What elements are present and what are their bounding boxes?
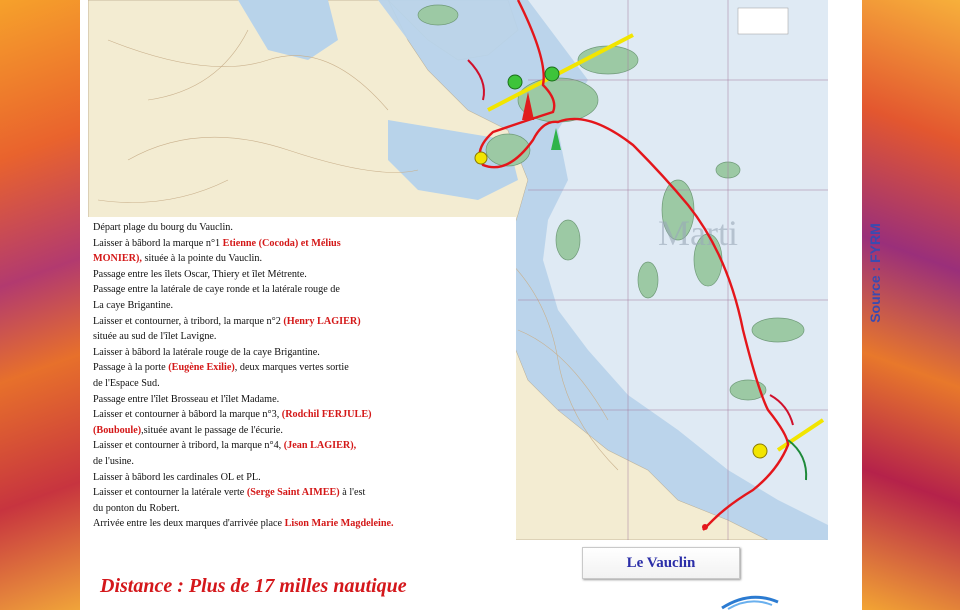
green-buoy-1 <box>508 75 522 89</box>
description-segment: Arrivée entre les deux marques d'arrivée place <box>93 518 285 530</box>
highlighted-name: (Serge Saint AIMEE) <box>246 487 340 499</box>
description-line <box>93 267 533 283</box>
highlighted-name: Etienne (Cocoda) et Mélius <box>222 237 341 249</box>
description-line <box>93 360 533 376</box>
chart-watermark: Marti <box>658 213 738 253</box>
organization-logo <box>720 592 780 610</box>
description-line <box>93 392 533 408</box>
highlighted-name: MONIER), <box>93 253 142 265</box>
description-segment: ,située avant le passage de l'écurie. <box>141 424 283 436</box>
highlighted-name: (Eugène Exilie) <box>168 362 235 374</box>
description-segment: Passage à la porte <box>93 362 169 374</box>
description-line <box>93 251 533 267</box>
description-segment: Laisser et contourner à tribord, la marque n°4, <box>93 440 284 452</box>
description-segment: Laisser et contourner, à tribord, la marque n°2 <box>93 315 284 327</box>
finish-point <box>702 524 708 530</box>
source-credit <box>862 205 888 340</box>
description-segment: Laisser à bâbord la latérale rouge de la caye Brigantine. <box>93 346 320 358</box>
description-line <box>93 298 533 314</box>
yellow-mark-finish <box>753 444 767 458</box>
description-segment: Laisser à bâbord la marque n°1 <box>93 237 223 249</box>
description-line <box>93 516 533 532</box>
description-line <box>93 485 533 501</box>
highlighted-name: (Rodchil FERJULE) <box>281 409 372 421</box>
source-label: Source : FYRM <box>867 222 883 323</box>
description-segment: Laisser à bâbord les cardinales OL et PL. <box>93 471 261 483</box>
description-line <box>93 236 533 252</box>
description-line <box>93 423 533 439</box>
description-segment: du ponton du Robert. <box>93 502 180 514</box>
description-line <box>93 314 533 330</box>
description-segment: de l'usine. <box>93 455 134 467</box>
yellow-mark-2 <box>475 152 487 164</box>
highlighted-name: (Jean LAGIER), <box>283 440 357 452</box>
decorative-background-left <box>0 0 80 610</box>
description-segment: Passage entre les îlets Oscar, Thiery et îlet Métrente. <box>93 268 307 280</box>
description-line <box>93 282 533 298</box>
chart-legend-box <box>738 8 788 34</box>
description-segment: de l'Espace Sud. <box>93 377 160 389</box>
highlighted-name: (Bouboule) <box>93 424 142 436</box>
green-buoy-2 <box>545 67 559 81</box>
description-line <box>93 454 533 470</box>
description-line <box>93 329 533 345</box>
description-line <box>93 220 533 236</box>
distance-label: Distance : Plus de 17 milles nautique <box>100 575 407 597</box>
description-segment: Laisser et contourner la latérale verte <box>93 487 247 499</box>
description-line <box>93 470 533 486</box>
description-segment: à l'est <box>339 487 366 499</box>
description-segment: La caye Brigantine. <box>93 299 174 311</box>
description-segment: située à la pointe du Vauclin. <box>141 253 263 265</box>
description-line <box>93 501 533 517</box>
description-segment: située au sud de l'îlet Lavigne. <box>93 331 217 343</box>
description-segment: Départ plage du bourg du Vauclin. <box>93 222 233 233</box>
description-segment: , deux marques vertes sortie <box>234 362 349 374</box>
course-description-text <box>93 220 533 532</box>
description-segment: Passage entre la latérale de caye ronde et la latérale rouge de <box>93 284 340 296</box>
highlighted-name: (Henry LAGIER) <box>283 315 361 327</box>
description-line <box>93 376 533 392</box>
description-line <box>93 438 533 454</box>
description-line <box>93 345 533 361</box>
description-segment: Passage entre l'îlet Brosseau et l'îlet Madame. <box>93 393 280 405</box>
description-line <box>93 407 533 423</box>
vauclin-button[interactable]: Le Vauclin <box>582 547 740 579</box>
description-segment: Laisser et contourner à bâbord la marque n°3, <box>93 409 282 421</box>
highlighted-name: Lison Marie Magdeleine. <box>284 518 394 530</box>
